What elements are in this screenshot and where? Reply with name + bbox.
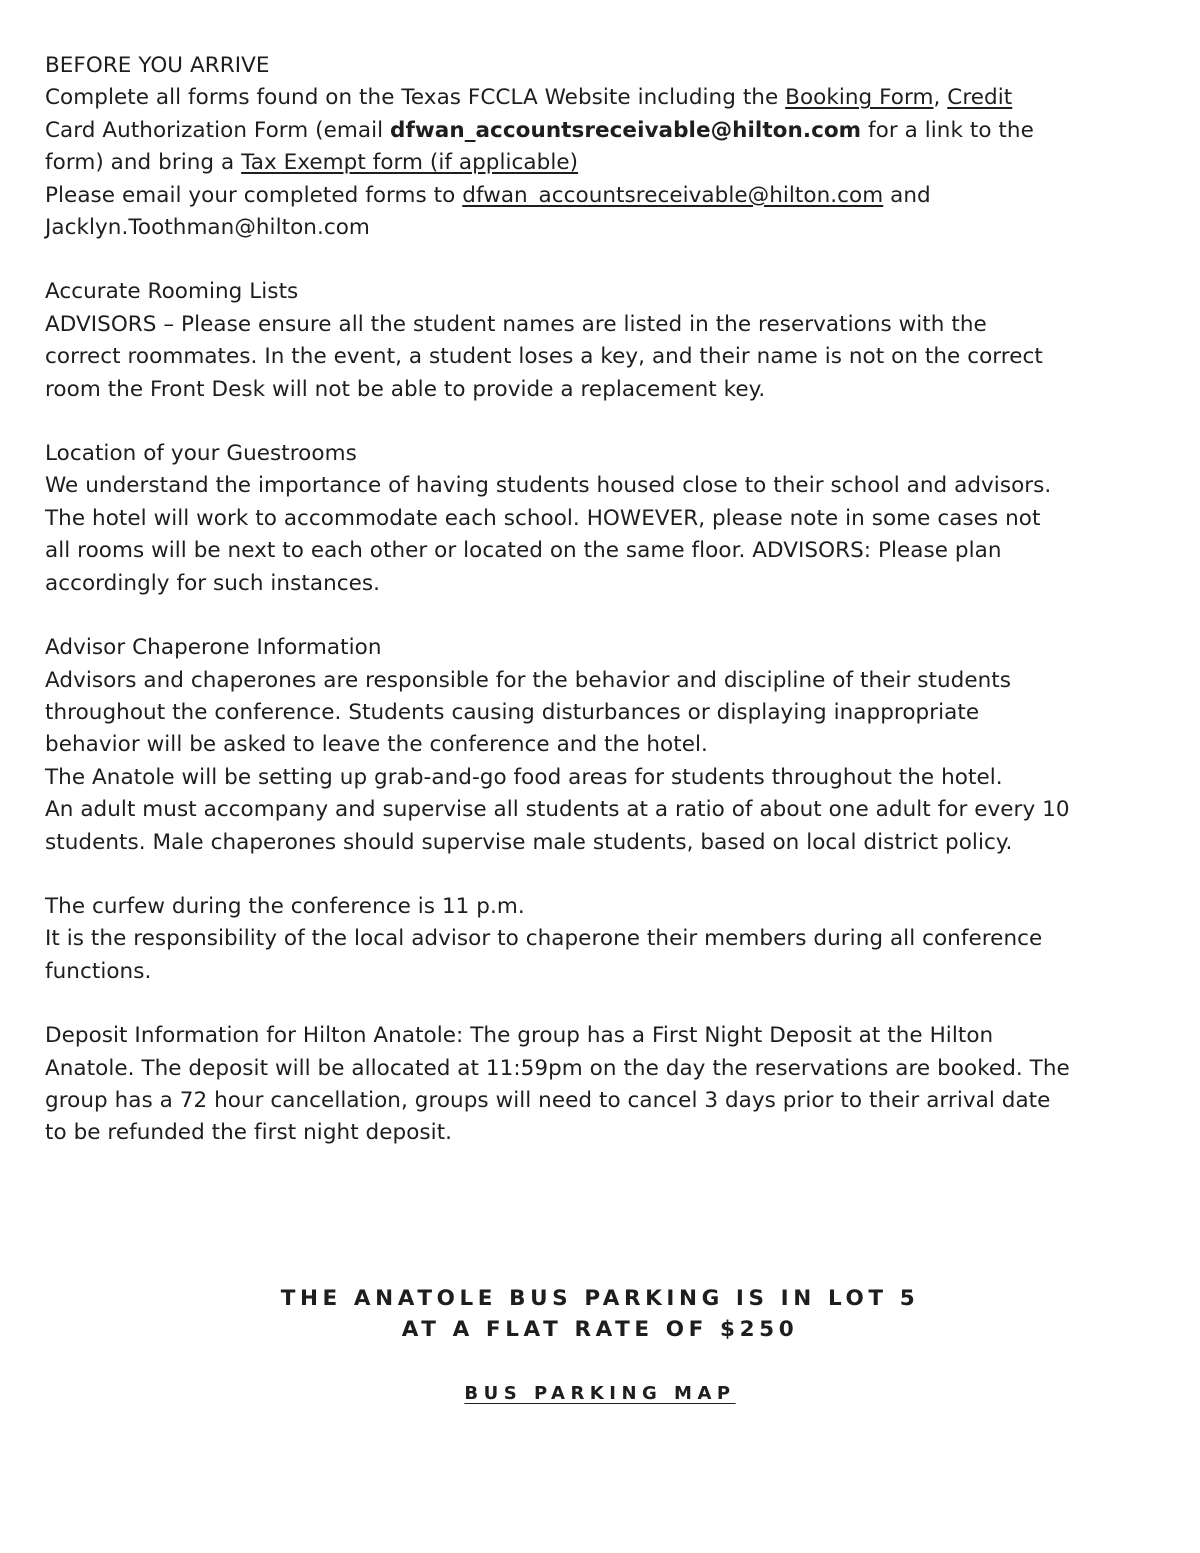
toothman-email: Jacklyn.Toothman@hilton.com (45, 215, 370, 241)
location-line: We understand the importance of having students housed close to their school and advisors. (45, 473, 1052, 499)
rooming-line: ADVISORS – Please ensure all the student names are listed in the reservations with the (45, 311, 987, 337)
location-line: all rooms will be next to each other or located on the same floor. ADVISORS: Please plan (45, 538, 1002, 564)
text-span: , (933, 85, 948, 111)
text-span: form) and bring a (45, 150, 242, 176)
curfew-line: The curfew during the conference is 11 p.m. (45, 893, 525, 919)
rooming-lists-heading: Accurate Rooming Lists (45, 279, 299, 305)
bus-parking-line-1: THE ANATOLE BUS PARKING IS IN LOT 5 (280, 1286, 920, 1311)
tax-exempt-form-link[interactable]: Tax Exempt form (if applicable) (241, 150, 579, 176)
curfew-section (45, 891, 1165, 988)
before-you-arrive-heading: BEFORE YOU ARRIVE (45, 53, 270, 78)
bus-parking-map-link[interactable]: BUS PARKING MAP (464, 1383, 736, 1404)
chaperone-line: students. Male chaperones should supervise male students, based on local district policy. (45, 829, 1013, 855)
chaperone-line: throughout the conference. Students causing disturbances or displaying inappropriate (45, 699, 980, 725)
chaperone-line: An adult must accompany and supervise all students at a ratio of about one adult for every 10 (45, 797, 1070, 823)
bus-parking-map-container (0, 1382, 1200, 1406)
curfew-line: It is the responsibility of the local advisor to chaperone their members during all conference (45, 926, 1043, 952)
bus-parking-notice (0, 1283, 1200, 1345)
text-span: (email (308, 117, 391, 143)
deposit-line: to be refunded the first night deposit. (45, 1120, 453, 1146)
rooming-line: room the Front Desk will not be able to provide a replacement key. (45, 376, 766, 402)
chaperone-heading: Advisor Chaperone Information (45, 635, 382, 661)
deposit-section (45, 1020, 1165, 1150)
deposit-line: Deposit Information for Hilton Anatole: The group has a First Night Deposit at the Hilton (45, 1023, 994, 1049)
chaperone-line: Advisors and chaperones are responsible for the behavior and discipline of their students (45, 667, 1012, 693)
credit-card-form-link-cont[interactable]: Card Authorization Form (45, 117, 309, 143)
forms-line-1 (45, 82, 1165, 114)
forms-line-3 (45, 147, 1165, 179)
before-you-arrive-section (45, 50, 1165, 244)
rooming-line: correct roommates. In the event, a student loses a key, and their name is not on the correct (45, 344, 1043, 370)
location-line: The hotel will work to accommodate each school. HOWEVER, please note in some cases not (45, 505, 1041, 531)
forms-line-4 (45, 180, 1165, 212)
rooming-lists-section (45, 276, 1165, 406)
location-line: accordingly for such instances. (45, 570, 381, 596)
deposit-line: Anatole. The deposit will be allocated at 11:59pm on the day the reservations are booked. The (45, 1055, 1070, 1081)
text-span: for a link to the (861, 117, 1034, 143)
accounts-receivable-email-link[interactable]: dfwan_accountsreceivable@hilton.com (462, 182, 884, 208)
text-span: and (883, 182, 931, 208)
booking-form-link[interactable]: Booking Form (785, 85, 934, 111)
guestrooms-location-section (45, 438, 1165, 600)
forms-line-2 (45, 115, 1165, 147)
text-span: Please email your completed forms to (45, 182, 463, 208)
chaperone-line: The Anatole will be setting up grab-and-go food areas for students throughout the hotel. (45, 764, 1003, 790)
accounts-receivable-email-bold: dfwan_accountsreceivable@hilton.com (390, 117, 862, 143)
credit-card-form-link[interactable]: Credit (947, 85, 1013, 111)
guestrooms-location-heading: Location of your Guestrooms (45, 441, 357, 467)
chaperone-line: behavior will be asked to leave the conference and the hotel. (45, 732, 708, 758)
curfew-line: functions. (45, 958, 152, 984)
chaperone-section (45, 632, 1165, 859)
deposit-line: group has a 72 hour cancellation, groups will need to cancel 3 days prior to their arrival date (45, 1087, 1051, 1113)
document-body (45, 50, 1165, 1182)
text-span: Complete all forms found on the Texas FCCLA Website including the (45, 85, 786, 111)
bus-parking-line-2: AT A FLAT RATE OF $250 (401, 1317, 799, 1342)
